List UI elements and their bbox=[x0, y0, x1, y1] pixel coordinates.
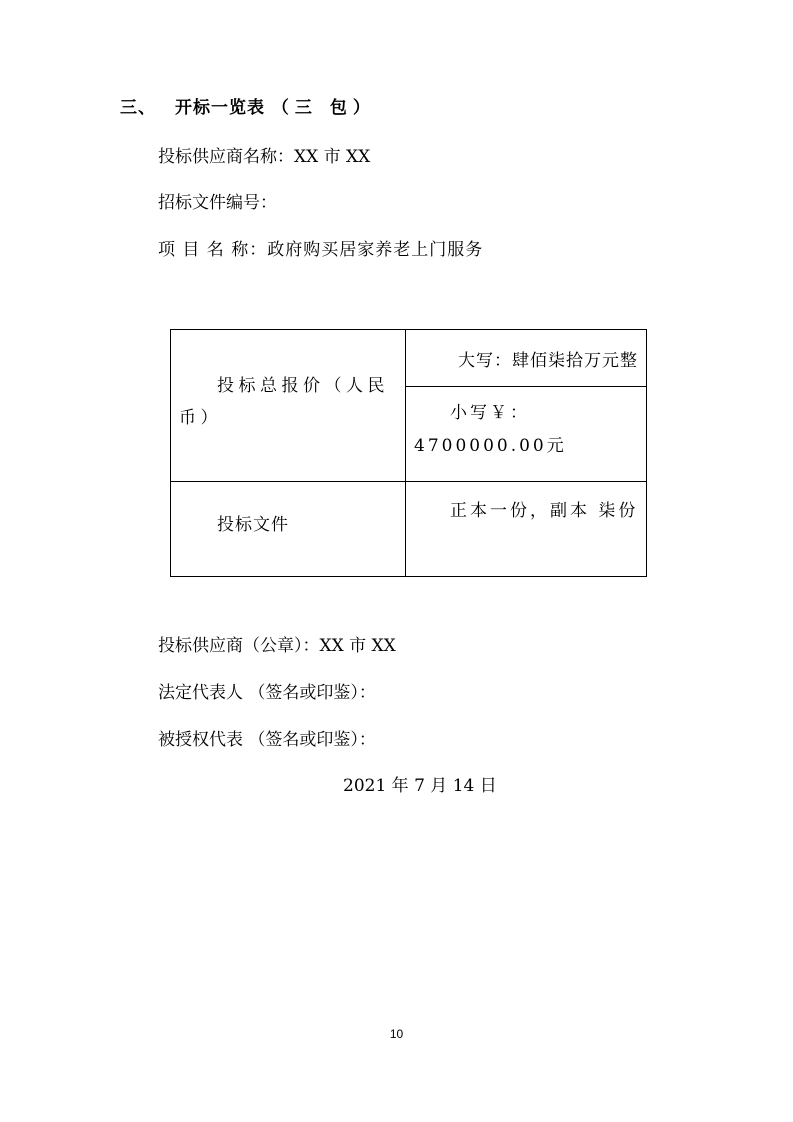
total-price-label: 投标总报价（人民币） bbox=[179, 376, 389, 428]
page-number: 10 bbox=[389, 1027, 404, 1041]
signing-date: 2021 年 7 月 14 日 bbox=[343, 776, 497, 796]
legal-representative: 法定代表人 （签名或印鉴）： bbox=[158, 683, 376, 703]
price-in-words: 大写：肆佰柒拾万元整 bbox=[406, 330, 647, 387]
price-in-figures: 小写￥：4700000.00元 bbox=[414, 403, 567, 456]
bidder-seal: 投标供应商（公章）：XX 市 XX bbox=[158, 636, 396, 656]
section-package: （三 包） bbox=[271, 98, 376, 118]
bid-file-copies: 正本一份，副本 柒份 bbox=[450, 501, 639, 521]
bidder-name: 投标供应商名称：XX 市 XX bbox=[158, 147, 371, 167]
section-title: 开标一览表 bbox=[175, 98, 265, 118]
section-heading bbox=[120, 96, 376, 120]
bid-summary-table bbox=[170, 329, 647, 577]
total-price-label-cell bbox=[171, 330, 406, 482]
section-number: 三、 bbox=[120, 98, 156, 118]
authorized-representative: 被授权代表 （签名或印鉴）： bbox=[158, 730, 376, 750]
bid-file-label: 投标文件 bbox=[217, 515, 289, 535]
bid-file-label-cell bbox=[171, 482, 406, 577]
tender-doc-number: 招标文件编号： bbox=[158, 193, 277, 213]
bid-file-copies-cell bbox=[406, 482, 647, 577]
price-in-figures-cell bbox=[406, 387, 647, 482]
project-name: 项 目 名 称：政府购买居家养老上门服务 bbox=[158, 240, 484, 260]
